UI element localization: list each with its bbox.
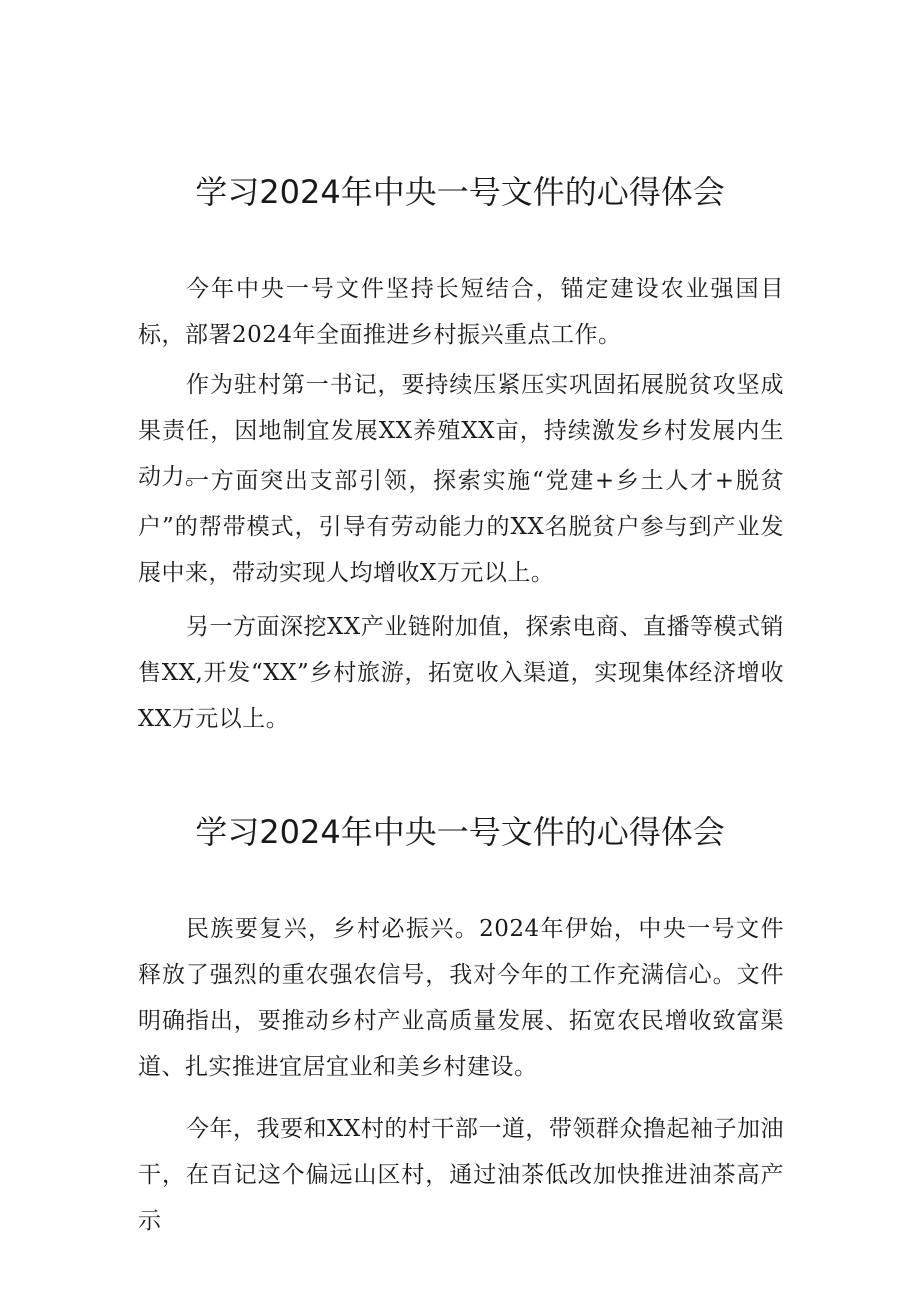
section-1-paragraph-4: 另一方面深挖XX产业链附加值，探索电商、直播等模式销售XX,开发“XX”乡村旅游，拓宽收入渠道，实现集体经济增收XX万元以上。 bbox=[138, 614, 784, 732]
section-1-paragraph-3: 一方面突出支部引领，探索实施“党建+乡土人才+脱贫户”的帮带模式，引导有劳动能力的XX名脱贫户参与到产业发展中来，带动实现人均增收X万元以上。 bbox=[138, 468, 784, 586]
section-2-paragraph-1: 民族要复兴，乡村必振兴。2024年伊始，中央一号文件释放了强烈的重农强农信号，我对今年的工作充满信心。文件明确指出，要推动乡村产业高质量发展、拓宽农民增收致富渠道、扎实推进宜居宜业和美乡村建设。 bbox=[138, 916, 784, 1080]
section-1-paragraph-2: 作为驻村第一书记，要持续压紧压实巩固拓展脱贫攻坚成果责任，因地制宜发展XX养殖XX亩，持续激发乡村发展内生动力。 bbox=[138, 372, 784, 490]
section-2-paragraph-2: 今年，我要和XX村的村干部一道，带领群众撸起袖子加油干，在百记这个偏远山区村，通过油茶低改加快推进油茶高产示 bbox=[138, 1116, 784, 1234]
section-2-title: 学习2024年中央一号文件的心得体会 bbox=[195, 813, 725, 851]
section-1-title: 学习2024年中央一号文件的心得体会 bbox=[195, 173, 725, 211]
section-1-paragraph-1: 今年中央一号文件坚持长短结合，锚定建设农业强国目标，部署2024年全面推进乡村振兴重点工作。 bbox=[138, 276, 784, 348]
